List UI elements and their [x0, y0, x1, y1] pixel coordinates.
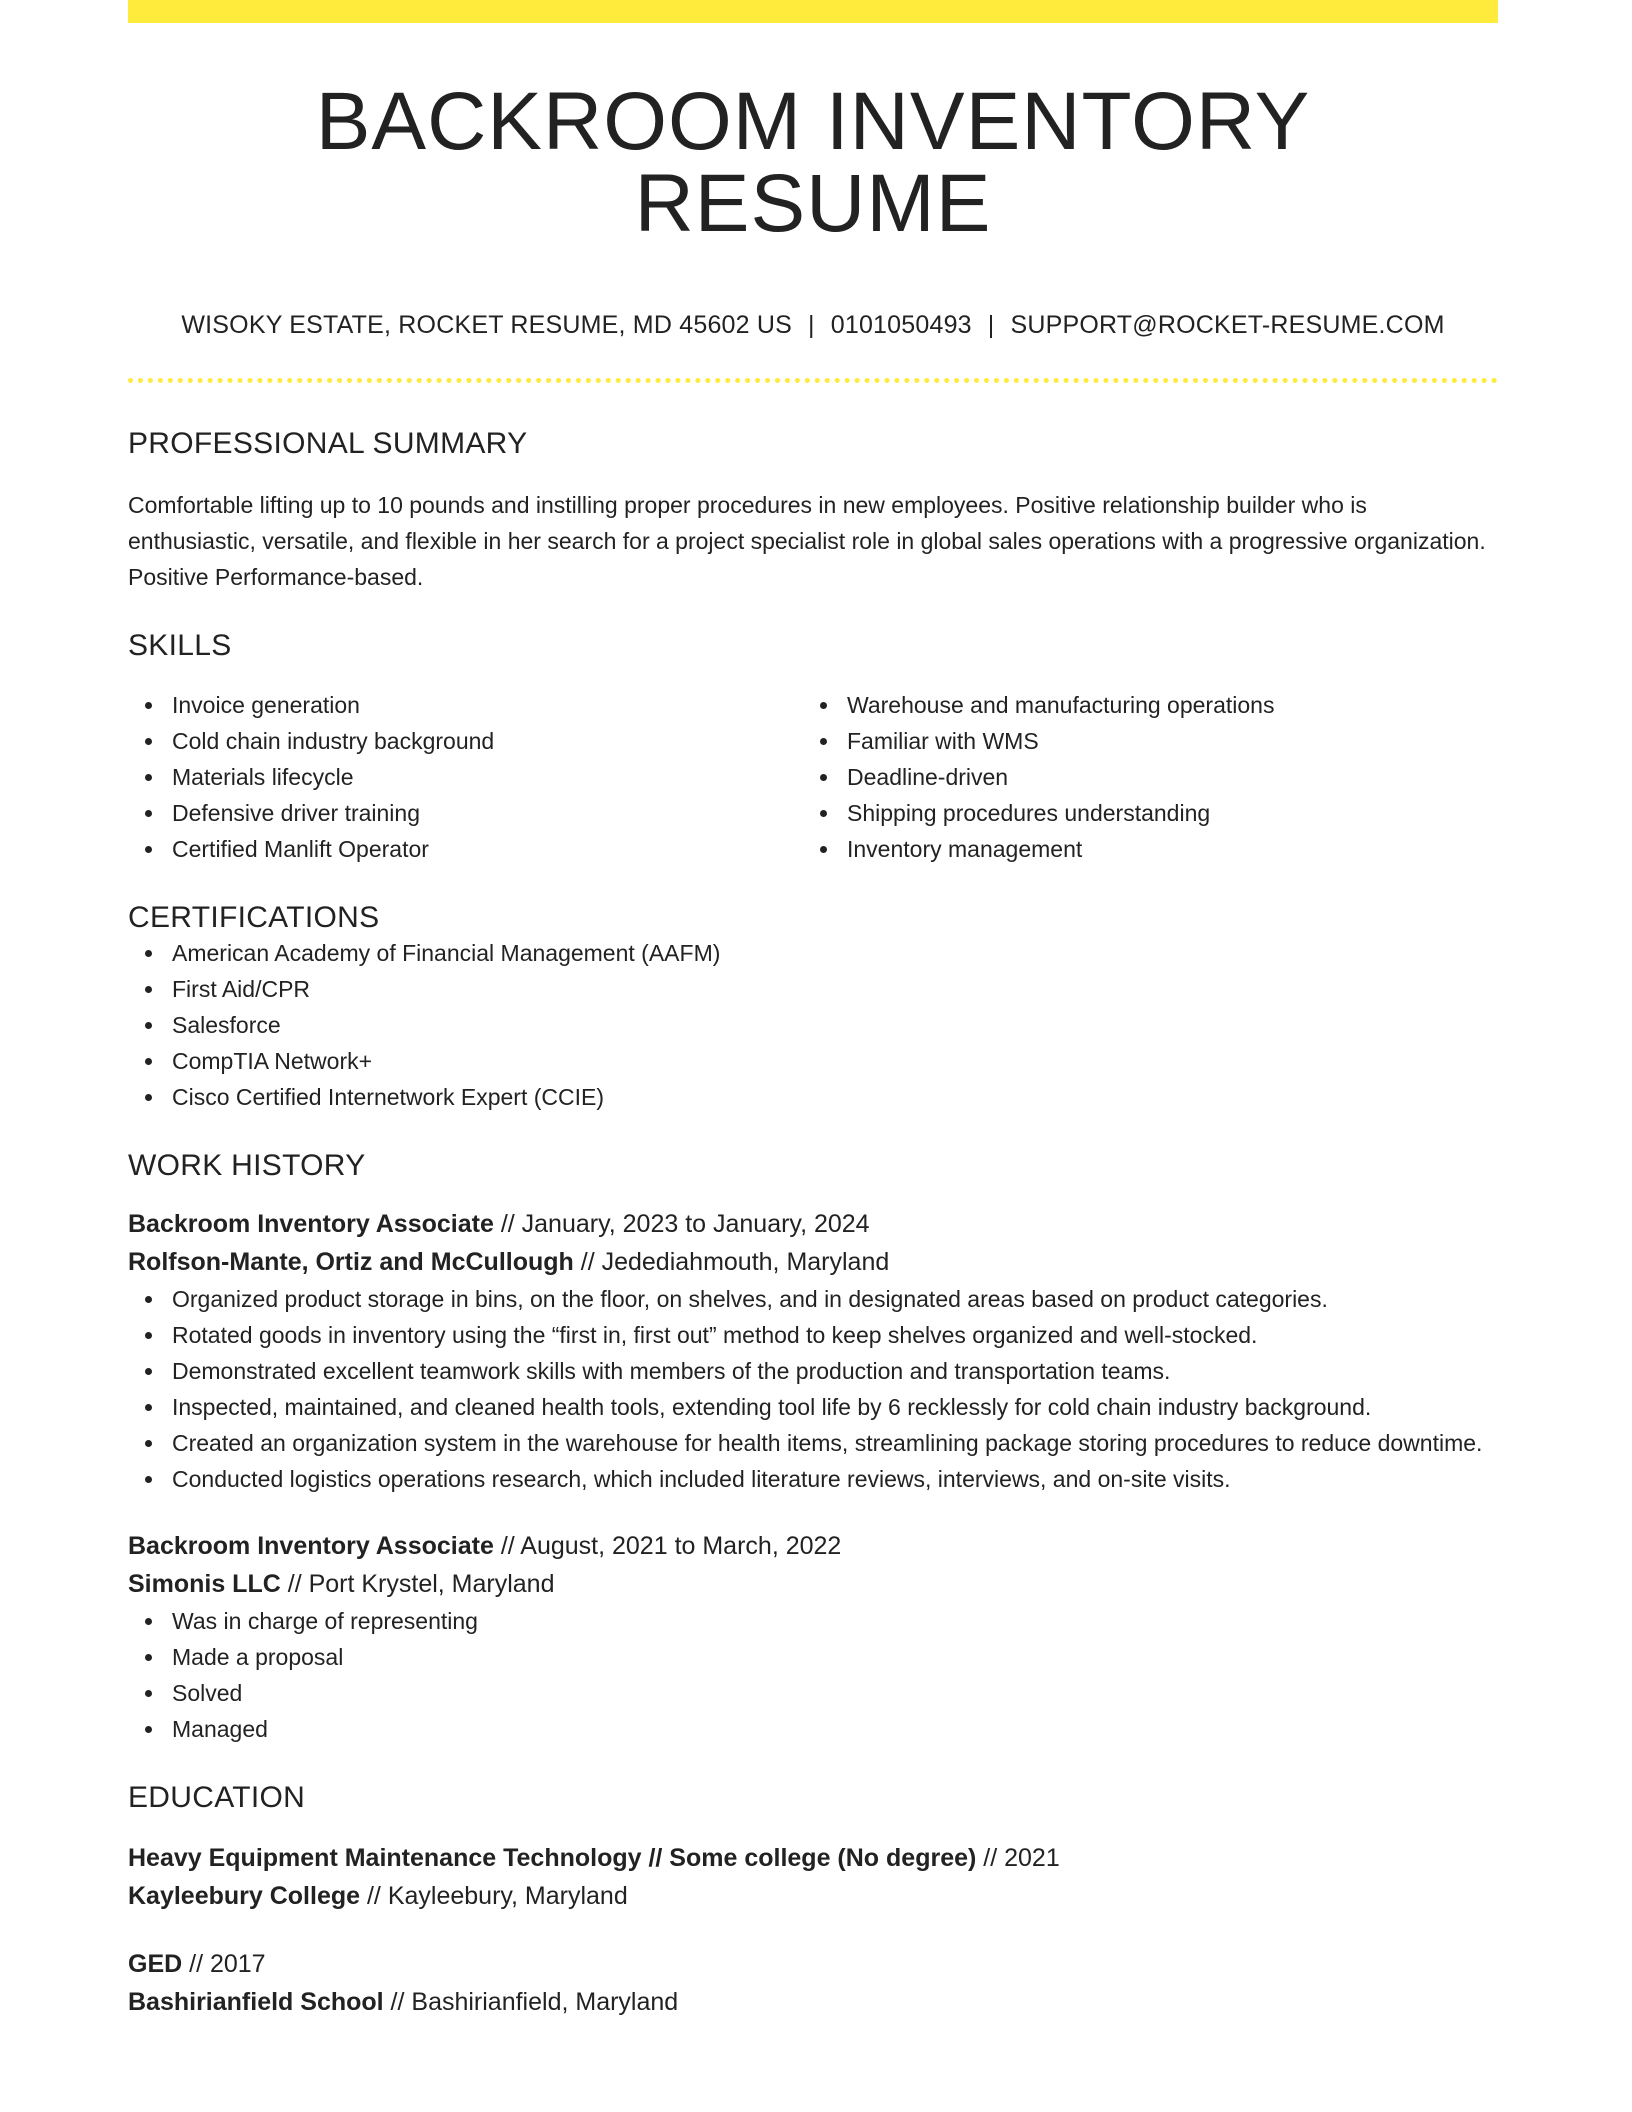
section-heading-education: EDUCATION — [128, 1781, 306, 1814]
job-company-line — [128, 1565, 1498, 1603]
job-duty-item: Made a proposal — [128, 1639, 1498, 1675]
skill-item: Warehouse and manufacturing operations — [803, 687, 1478, 723]
skill-item: Certified Manlift Operator — [128, 831, 803, 867]
summary-text: Comfortable lifting up to 10 pounds and instilling proper procedures in new employees. Positive relationship builder who is enthusiastic, versatile, and flexible in her search for a project specialist role in global sales operations with a progressive organization. Positive Performance-based. — [128, 492, 1486, 590]
job-dates: // August, 2021 to March, 2022 — [493, 1532, 842, 1560]
certification-item: First Aid/CPR — [128, 971, 1498, 1007]
education-school-line — [128, 1983, 1498, 2021]
job-duty-item: Rotated goods in inventory using the “first in, first out” method to keep shelves organized and well-stocked. — [128, 1317, 1498, 1353]
education-school: Kayleebury College — [128, 1882, 361, 1910]
education-location: // Kayleebury, Maryland — [360, 1882, 628, 1910]
section-heading-certifications: CERTIFICATIONS — [128, 901, 380, 934]
job-duty-item: Created an organization system in the warehouse for health items, streamlining package storing procedures to reduce downtime. — [128, 1425, 1498, 1461]
education-school-line — [128, 1877, 1498, 1915]
job-company: Simonis LLC — [128, 1570, 281, 1598]
job-duty-item: Was in charge of representing — [128, 1603, 1498, 1639]
education-entry — [128, 1945, 1498, 2021]
contact-address: WISOKY ESTATE, ROCKET RESUME, MD 45602 US — [181, 311, 793, 339]
education-location: // Bashirianfield, Maryland — [383, 1988, 679, 2016]
section-heading-work-history: WORK HISTORY — [128, 1149, 366, 1182]
job-company: Rolfson-Mante, Ortiz and McCullough — [128, 1248, 574, 1276]
contact-separator: | — [987, 311, 995, 339]
job-duties-list — [128, 1281, 1498, 1497]
education-year: // 2017 — [182, 1950, 266, 1978]
skill-item: Cold chain industry background — [128, 723, 803, 759]
skills-column-left — [128, 687, 803, 867]
job-duty-item: Inspected, maintained, and cleaned health tools, extending tool life by 6 recklessly for cold chain industry background. — [128, 1389, 1498, 1425]
certification-item: Cisco Certified Internetwork Expert (CCIE) — [128, 1079, 1498, 1115]
education-year: // 2021 — [976, 1844, 1060, 1872]
skill-item: Familiar with WMS — [803, 723, 1478, 759]
accent-top-bar — [128, 0, 1498, 23]
education-entry — [128, 1839, 1498, 1915]
education-degree: Heavy Equipment Maintenance Technology // Some college (No degree) — [128, 1844, 977, 1872]
job-title: Backroom Inventory Associate — [128, 1210, 494, 1238]
section-heading-summary: PROFESSIONAL SUMMARY — [128, 427, 528, 460]
education-school: Bashirianfield School — [128, 1988, 384, 2016]
job-entry — [128, 1205, 1498, 1497]
skill-item: Shipping procedures understanding — [803, 795, 1478, 831]
contact-phone: 0101050493 — [830, 311, 972, 339]
education-degree-line — [128, 1945, 1498, 1983]
education-degree: GED — [128, 1950, 183, 1978]
job-title-line — [128, 1527, 1498, 1565]
skills-column-right — [803, 687, 1478, 867]
skill-item: Defensive driver training — [128, 795, 803, 831]
resume-title: BACKROOM INVENTORY RESUME — [315, 76, 1311, 249]
job-duty-item: Demonstrated excellent teamwork skills with members of the production and transportation teams. — [128, 1353, 1498, 1389]
certification-item: CompTIA Network+ — [128, 1043, 1498, 1079]
contact-line — [128, 311, 1498, 340]
skill-item: Materials lifecycle — [128, 759, 803, 795]
skill-item: Inventory management — [803, 831, 1478, 867]
job-duty-item: Conducted logistics operations research, which included literature reviews, interviews, and on-site visits. — [128, 1461, 1498, 1497]
section-heading-skills: SKILLS — [128, 629, 232, 662]
job-location: // Port Krystel, Maryland — [280, 1570, 555, 1598]
job-location: // Jedediahmouth, Maryland — [573, 1248, 890, 1276]
certifications-list — [128, 935, 1498, 1115]
job-company-line — [128, 1243, 1498, 1281]
job-entry — [128, 1527, 1498, 1747]
certification-item: Salesforce — [128, 1007, 1498, 1043]
job-duty-item: Managed — [128, 1711, 1498, 1747]
job-duty-item: Solved — [128, 1675, 1498, 1711]
skill-item: Deadline-driven — [803, 759, 1478, 795]
dotted-divider — [128, 378, 1498, 383]
skills-columns — [128, 687, 1498, 867]
certification-item: American Academy of Financial Management (AAFM) — [128, 935, 1498, 971]
contact-email: SUPPORT@ROCKET-RESUME.COM — [1010, 311, 1445, 339]
resume-page — [128, 0, 1498, 2021]
job-dates: // January, 2023 to January, 2024 — [493, 1210, 870, 1238]
education-degree-line — [128, 1839, 1498, 1877]
contact-separator: | — [808, 311, 815, 339]
job-duties-list — [128, 1603, 1498, 1747]
job-title-line — [128, 1205, 1498, 1243]
skill-item: Invoice generation — [128, 687, 803, 723]
job-duty-item: Organized product storage in bins, on the floor, on shelves, and in designated areas based on product categories. — [128, 1281, 1498, 1317]
job-title: Backroom Inventory Associate — [128, 1532, 494, 1560]
